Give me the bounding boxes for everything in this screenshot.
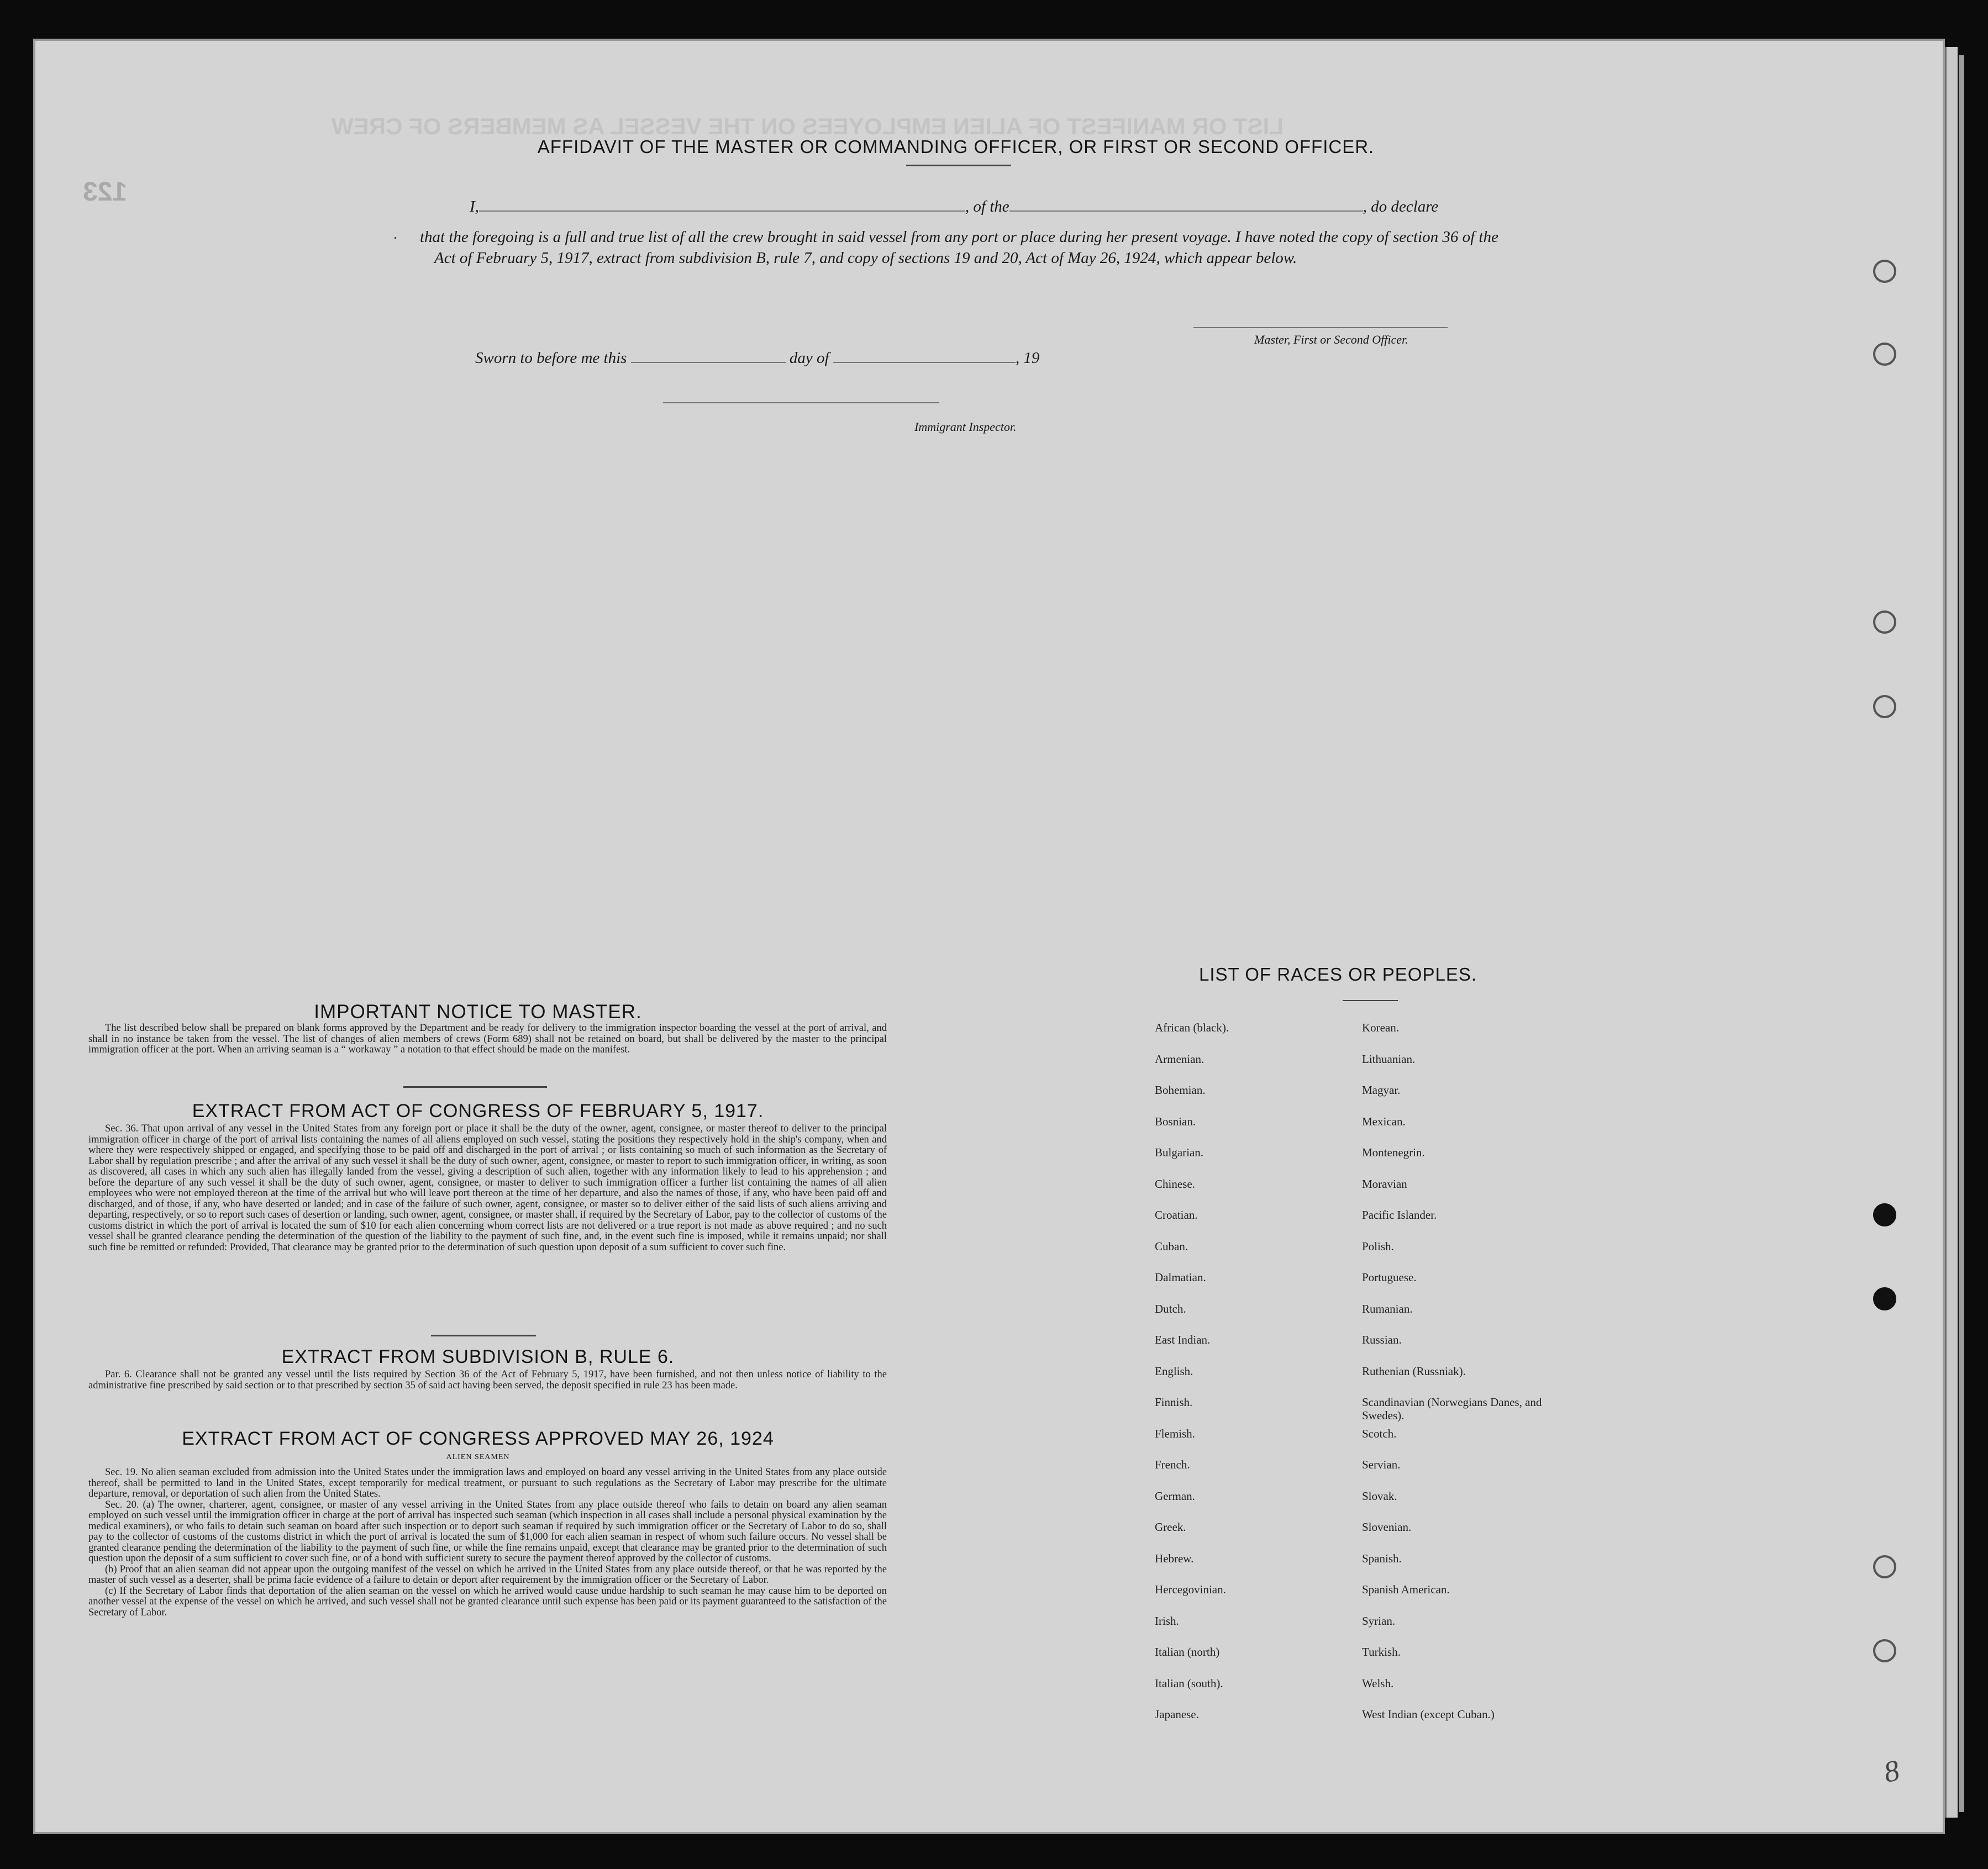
notice-paragraph: The list described below shall be prepared on blank forms approved by the Department and be ready for delivery to the immigration inspector boarding the vessel at the port of arrival, and shall in no instance be taken from the vessel. The list of changes of alien members of crews (Form 689) shall not be retained on board, but shall be delivered by the master to the principal immigration officer at the port. When an arriving seaman is a “ workaway ” a notation to that effect should be made on the manifest. (88, 1023, 887, 1055)
sworn-date-field[interactable] (631, 362, 786, 363)
binder-hole (1873, 343, 1896, 366)
races-row (1155, 1115, 1575, 1146)
section-20b-paragraph: (b) Proof that an alien seaman did not appear upon the outgoing manifest of the vessel on which he arrived in the United States from any place outside thereof, or that he was reported by the master of such vessel as a deserter, shall be prima facie evidence of a failure to detain or deport after requirement by the immigration officer or the Secretary of Labor. (88, 1563, 887, 1586)
race-right: Syrian. (1362, 1614, 1396, 1628)
races-row (1155, 1052, 1575, 1084)
race-left: French. (1155, 1458, 1190, 1471)
race-right: Magyar. (1362, 1083, 1401, 1097)
race-left: African (black). (1155, 1021, 1229, 1034)
races-row (1155, 1583, 1575, 1614)
binder-hole (1873, 1555, 1896, 1578)
race-right: Rumanian. (1362, 1302, 1413, 1315)
race-right: Russian. (1362, 1333, 1402, 1346)
race-left: Bohemian. (1155, 1083, 1206, 1097)
race-right: Spanish American. (1362, 1583, 1450, 1596)
race-left: English. (1155, 1364, 1193, 1378)
binder-hole (1873, 610, 1896, 634)
inspector-caption: Immigrant Inspector. (914, 420, 1017, 434)
race-right: Moravian (1362, 1177, 1407, 1191)
section-19-paragraph: Sec. 19. No alien seaman excluded from admission into the United States under the immigration laws and employed on board any vessel arriving in the United States from any place outside thereof, shall be permitted to land in the United States, except temporarily for medical treatment, or pursuant to such regulations as the Secretary of Labor may prescribe for the ultimate departure, removal, or deportation of such alien from the United States. (88, 1467, 887, 1499)
binder-hole (1873, 1639, 1896, 1662)
margin-dot: . (393, 225, 397, 243)
races-row (1155, 1333, 1575, 1365)
extract-1917-title: EXTRACT FROM ACT OF CONGRESS OF FEBRUARY 5, 1917. (192, 1101, 764, 1122)
alien-seamen-subtitle: ALIEN SEAMEN (446, 1453, 510, 1461)
race-right: Ruthenian (Russniak). (1362, 1364, 1466, 1378)
race-left: Cuban. (1155, 1239, 1188, 1253)
races-row (1155, 1365, 1575, 1396)
race-right: Pacific Islander. (1362, 1208, 1437, 1222)
races-row (1155, 1489, 1575, 1521)
races-title: LIST OF RACES OR PEOPLES. (1199, 964, 1477, 984)
races-row (1155, 1208, 1575, 1240)
page-number: 123 (83, 177, 128, 207)
master-signature-caption: Master, First or Second Officer. (1254, 333, 1408, 346)
race-right: Slovenian. (1362, 1520, 1412, 1534)
races-row (1155, 1677, 1575, 1708)
binder-hole (1873, 260, 1896, 283)
notice-text (88, 1023, 887, 1056)
sworn-prefix: Sworn to before me this (475, 349, 627, 367)
race-left: Hebrew. (1155, 1551, 1194, 1565)
race-right: Welsh. (1362, 1676, 1394, 1690)
races-row (1155, 1427, 1575, 1459)
sworn-day-of: day of (789, 349, 829, 367)
race-left: Dalmatian. (1155, 1271, 1206, 1284)
race-left: East Indian. (1155, 1333, 1211, 1346)
race-right: West Indian (except Cuban.) (1362, 1708, 1495, 1721)
races-list (1155, 1021, 1575, 1739)
races-row (1155, 1021, 1575, 1052)
races-row (1155, 1146, 1575, 1177)
race-left: Dutch. (1155, 1302, 1186, 1315)
sworn-line (475, 349, 1039, 367)
races-row (1155, 1396, 1575, 1427)
sworn-year: , 19 (1015, 349, 1040, 367)
section-20a-paragraph: Sec. 20. (a) The owner, charterer, agent, consignee, or master of any vessel arriving in the United States from any place outside thereof who fails to detain on board any alien seaman employed on such vessel until the immigration officer in charge at the port of arrival has inspected such seaman (which inspection in all cases shall include a personal physical examination by the medical examiners), or who fails to detain such seaman on board after such inspection or to deport such seaman if required by such immigration officer or the Secretary of Labor to do so, shall pay to the collector of customs of the customs district in which the port of arrival is located the sum of $1,000 for each alien seaman in respect of whom such failure occurs. No vessel shall be granted clearance pending the determination of the liability to the payment of such fine, or while the fine remains unpaid, except that clearance may be granted prior to the determination of such question upon the deposit of a sum sufficient to cover such fine, or of a bond with sufficient surety to secure the payment thereof approved by the collector of customs. (88, 1499, 887, 1564)
declarant-name-field[interactable] (479, 210, 965, 212)
notice-divider (403, 1086, 547, 1088)
affidavit-body: that the foregoing is a full and true list of all the crew brought in said vessel from any port or place during her present voyage. I have noted the copy of section 36 of the Act of February 5, 1917, extract from subdivision B, rule 7, and copy of sections 19 and 20, Act of May 26, 1924, which appear below. (420, 228, 1498, 267)
page-edge-shadow (1959, 55, 1964, 1812)
inspector-signature-field[interactable] (663, 402, 939, 403)
races-divider (1343, 1000, 1398, 1001)
race-left: Bulgarian. (1155, 1146, 1204, 1159)
race-left: Bosnian. (1155, 1114, 1196, 1128)
race-right: Spanish. (1362, 1551, 1402, 1565)
races-row (1155, 1271, 1575, 1302)
races-row (1155, 1708, 1575, 1739)
race-right: Slovak. (1362, 1489, 1397, 1503)
affidavit-title: AFFIDAVIT OF THE MASTER OR COMMANDING OFFICER, OR FIRST OR SECOND OFFICER. (537, 136, 1375, 157)
notice-title: IMPORTANT NOTICE TO MASTER. (314, 1001, 642, 1023)
race-right: Turkish. (1362, 1645, 1401, 1659)
race-left: Greek. (1155, 1520, 1186, 1534)
bleed-through-heading: LIST OR MANIFEST OF ALIEN EMPLOYEES ON THE VESSEL AS MEMBERS OF CREW (332, 113, 1284, 139)
races-row (1155, 1458, 1575, 1489)
binder-hole (1873, 695, 1896, 718)
races-row (1155, 1552, 1575, 1583)
extract-1917-divider (431, 1335, 536, 1336)
binder-hole (1873, 1203, 1896, 1226)
declare-label: , do declare (1363, 198, 1439, 215)
of-the-label: , of the (965, 198, 1009, 215)
race-left: Chinese. (1155, 1177, 1195, 1191)
rule-6-text (88, 1370, 887, 1391)
races-row (1155, 1240, 1575, 1271)
section-20c-paragraph: (c) If the Secretary of Labor finds that deportation of the alien seaman on the vessel on which he arrived would cause undue hardship to such seaman he may cause him to be deported on another vessel at the expense of the vessel on which he arrived, and such vessel shall not be granted clearance until such expense has been paid or its payment guaranteed to the satisfaction of the Secretary of Labor. (88, 1585, 887, 1618)
race-left: Flemish. (1155, 1426, 1195, 1440)
extract-1924-title: EXTRACT FROM ACT OF CONGRESS APPROVED MAY 26, 1924 (182, 1428, 774, 1449)
race-left: German. (1155, 1489, 1195, 1503)
race-right: Polish. (1362, 1239, 1394, 1253)
sworn-month-field[interactable] (833, 362, 1016, 363)
race-right: Mexican. (1362, 1114, 1406, 1128)
declarant-label: I, (470, 198, 479, 215)
rule-6-title: EXTRACT FROM SUBDIVISION B, RULE 6. (281, 1346, 675, 1367)
race-right: Lithuanian. (1362, 1052, 1416, 1066)
extract-1924-text (88, 1467, 887, 1618)
race-left: Irish. (1155, 1614, 1179, 1628)
race-right: Servian. (1362, 1458, 1401, 1471)
master-signature-field[interactable] (1193, 327, 1448, 328)
race-left: Italian (south). (1155, 1676, 1223, 1690)
race-right: Korean. (1362, 1021, 1400, 1034)
affidavit-divider (906, 165, 1011, 166)
race-left: Japanese. (1155, 1708, 1199, 1721)
race-right: Scandinavian (Norwegians Danes, and Swedes). (1362, 1396, 1542, 1422)
race-right: Montenegrin. (1362, 1146, 1425, 1159)
race-left: Croatian. (1155, 1208, 1198, 1222)
races-row (1155, 1177, 1575, 1209)
page-edge (1945, 47, 1958, 1818)
race-left: Armenian. (1155, 1052, 1205, 1066)
races-row (1155, 1302, 1575, 1334)
race-right: Scotch. (1362, 1426, 1397, 1440)
races-row (1155, 1083, 1575, 1115)
race-right: Portuguese. (1362, 1271, 1417, 1284)
races-row (1155, 1614, 1575, 1646)
races-row (1155, 1520, 1575, 1552)
extract-1917-text (88, 1124, 887, 1253)
race-left: Hercegovinian. (1155, 1583, 1226, 1596)
binder-hole (1873, 1287, 1896, 1310)
race-left: Finnish. (1155, 1396, 1193, 1409)
rule-6-paragraph: Par. 6. Clearance shall not be granted any vessel until the lists required by Section 36 of the Act of February 5, 1917, have been furnished, and not then unless notice of liability to the administrative fine prescribed by said section or to that prescribed by section 35 of said act having been served, the deposit specified in rule 23 has been made. (88, 1369, 887, 1391)
affidavit-declare-line (470, 198, 1492, 216)
section-36-paragraph: Sec. 36. That upon arrival of any vessel in the United States from any foreign port or place it shall be the duty of the owner, agent, consignee, or master thereof to deliver to the principal immigration officer in charge of the port of arrival lists containing the names of all aliens employed on such vessel, stating the positions they respectively hold in the ship's company, when and where they were respectively shipped or engaged, and specifying those to be paid off and discharged in the port of arrival ; or lists containing so much of such information as the Secretary of Labor shall by regulation prescribe ; and after the arrival of any such vessel it shall be the duty of such owner, agent, consignee, or master to report to such immigration officer, in writing, as soon as discovered, all cases in which any such alien has illegally landed from the vessel, giving a description of such alien, together with any information likely to lead to his apprehension ; and before the departure of any such vessel it shall be the duty of such owner, agent, consignee, or master to deliver to such immigration officer a further list containing the names of all alien employees who were not employed thereon at the time of the arrival but who will leave port thereon at the time of her departure, and also the names of those, if any, who have been paid off and discharged, and of those, if any, who have deserted or landed; and in case of the failure of such owner, agent, consignee, or master so to deliver either of the said lists of such aliens arriving and departing, respectively, or so to report such cases of desertion or landing, such owner, agent, consignee, or master shall, if required by the Secretary of Labor, pay to the collector of customs of the customs district in which the port of arrival is located the sum of $10 for each alien concerning whom correct lists are not delivered or a true report is not made as above required ; and no such vessel shall be granted clearance pending the determination of the question of the liability to the payment of such fine, and, in the event such fine is imposed, while it remains unpaid; nor shall such fine be remitted or refunded: Provided, That clearance may be granted prior to the determination of such question upon deposit of a sum sufficient to cover such fine. (88, 1123, 887, 1253)
vessel-name-field[interactable] (1009, 210, 1363, 212)
margin-handwritten-number: 8 (1881, 1753, 1902, 1789)
races-row (1155, 1645, 1575, 1677)
race-left: Italian (north) (1155, 1645, 1220, 1659)
